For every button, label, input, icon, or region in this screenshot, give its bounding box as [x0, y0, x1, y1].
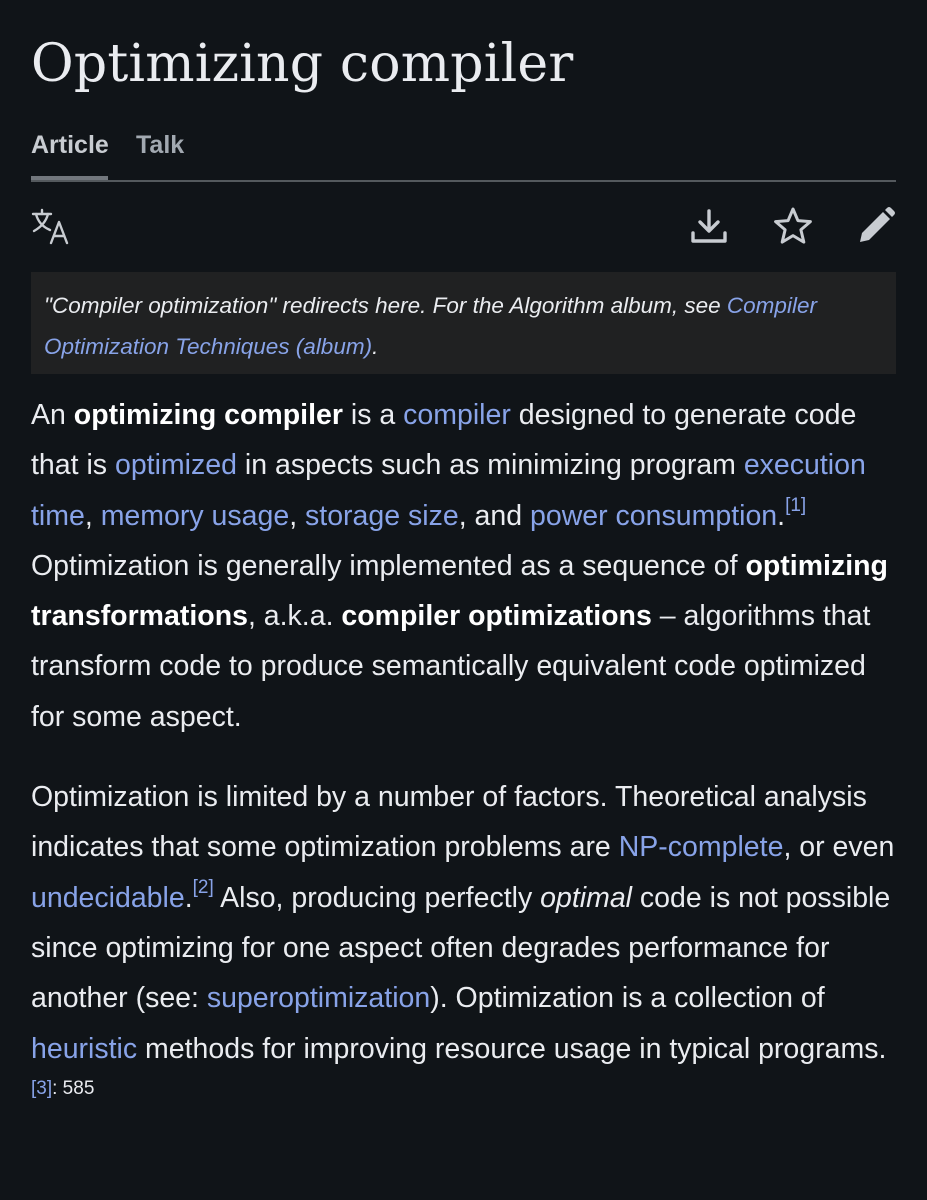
text: Optimization is limited by a number of factors. Theoretical analysis indicates that some optimization problems are: [31, 781, 867, 864]
text: ,: [84, 499, 101, 532]
download-icon[interactable]: [689, 206, 729, 246]
link-memory-usage[interactable]: memory usage: [100, 499, 290, 532]
text: code is not possible since optimizing for one aspect often degrades performance for another (see:: [31, 881, 891, 1015]
page-actions-toolbar: [31, 196, 896, 266]
italic-term-optimal: optimal: [540, 881, 632, 914]
text: .: [777, 499, 786, 532]
active-tab-indicator: [31, 176, 108, 180]
redirect-hatnote: [31, 272, 896, 374]
paragraph-intro: [31, 390, 896, 742]
text: methods for improving resource usage in typical programs.: [137, 1032, 887, 1065]
link-storage-size[interactable]: storage size: [305, 499, 459, 532]
text: – algorithms that transform code to produce semantically equivalent code optimized for some aspect.: [31, 600, 871, 733]
hatnote-end: .: [372, 334, 379, 359]
star-icon[interactable]: [773, 206, 813, 246]
tab-article[interactable]: Article: [31, 131, 109, 159]
reference-3-page: : 585: [52, 1078, 95, 1100]
page-title: Optimizing compiler: [31, 34, 574, 94]
paragraph-limitations: [31, 772, 896, 1124]
article-body: [31, 390, 896, 1154]
hatnote-link-album[interactable]: Compiler Optimization Techniques (album): [44, 293, 817, 359]
text: , or even: [783, 831, 895, 864]
link-superoptimization[interactable]: superoptimization: [206, 982, 431, 1015]
text: An: [31, 399, 74, 431]
reference-3[interactable]: [3]: [31, 1078, 53, 1100]
namespace-tabs: [31, 120, 896, 182]
tab-talk[interactable]: Talk: [136, 131, 185, 159]
bold-term-optimizing-compiler: optimizing compiler: [73, 399, 343, 431]
link-power-consumption[interactable]: power consumption: [530, 499, 778, 532]
text: in aspects such as minimizing program: [236, 449, 744, 482]
reference-1[interactable]: [1]: [785, 495, 807, 517]
text: Optimization is generally implemented as a sequence of: [31, 549, 746, 582]
edit-pencil-icon[interactable]: [856, 206, 896, 246]
link-execution-time[interactable]: execution time: [31, 449, 866, 532]
translate-icon[interactable]: [31, 206, 71, 246]
text: ). Optimization is a collection of: [430, 982, 825, 1015]
text: ,: [289, 499, 306, 532]
link-undecidable[interactable]: undecidable: [31, 881, 185, 914]
link-optimized[interactable]: optimized: [114, 449, 237, 482]
link-heuristic[interactable]: heuristic: [31, 1032, 138, 1065]
link-compiler[interactable]: compiler: [403, 399, 511, 431]
text: designed to generate code that is: [31, 399, 857, 482]
bold-term-optimizing-transformations: optimizing transformations: [31, 549, 888, 633]
text: , and: [458, 499, 531, 532]
bold-term-compiler-optimizations: compiler optimizations: [341, 600, 652, 633]
text: Also, producing perfectly: [213, 881, 541, 914]
text: , a.k.a.: [247, 600, 342, 633]
hatnote-text: "Compiler optimization" redirects here. For the Algorithm album, see: [44, 293, 727, 318]
reference-2[interactable]: [2]: [192, 877, 214, 899]
text: is a: [342, 399, 404, 431]
link-np-complete[interactable]: NP-complete: [618, 831, 784, 864]
text: .: [184, 881, 193, 914]
